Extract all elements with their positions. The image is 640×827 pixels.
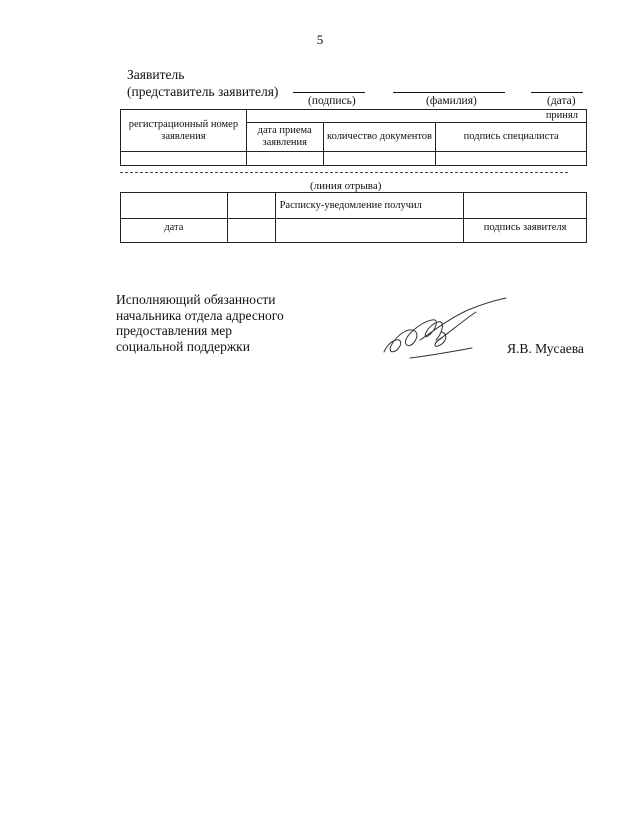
docs-count-header: количество документов [323,123,436,152]
receipt-empty-cell-5 [275,219,464,243]
applicant-representative-label: (представитель заявителя) [127,84,279,99]
date-blank-line [531,92,583,93]
signer-title-line: Исполняющий обязанности [116,292,276,307]
signer-title-line: предоставления мер [116,323,233,338]
reg-number-cell [121,152,247,166]
page-number: 5 [316,32,324,47]
receipt-applicant-signature-label: подпись заявителя [464,219,587,243]
receipt-empty-cell-4 [227,219,275,243]
applicant-block [127,66,278,100]
surname-blank-line [393,92,505,93]
specialist-signature-header: подпись специалиста [436,123,587,152]
signer-title-line: начальника отдела адресного [116,307,284,323]
accept-date-cell [246,152,323,166]
signer-name: Я.В. Мусаева [507,341,584,356]
date-caption: (дата) [547,95,576,107]
applicant-label: Заявитель [127,67,185,82]
specialist-signature-cell [436,152,587,166]
signer-title-line: социальной поддержки [116,338,250,354]
docs-count-cell [323,152,436,166]
registration-table [120,109,587,166]
surname-caption: (фамилия) [426,95,477,107]
handwritten-signature [380,296,510,366]
receipt-date-label: дата [121,219,228,243]
cut-line-caption: (линия отрыва) [310,180,382,192]
receipt-table [120,192,587,243]
receipt-empty-cell-1 [121,193,228,219]
signer-title [116,292,284,354]
receipt-received-text: Расписку-уведомление получил [275,193,464,219]
receipt-empty-cell-3 [464,193,587,219]
cut-line [120,172,568,173]
accept-date-header: дата приема заявления [246,123,323,152]
accepted-header: принял [246,110,586,123]
reg-number-header: регистрационный номер заявления [121,110,247,152]
signature-blank-line [293,92,365,93]
signature-caption: (подпись) [308,95,356,107]
receipt-empty-cell-2 [227,193,275,219]
